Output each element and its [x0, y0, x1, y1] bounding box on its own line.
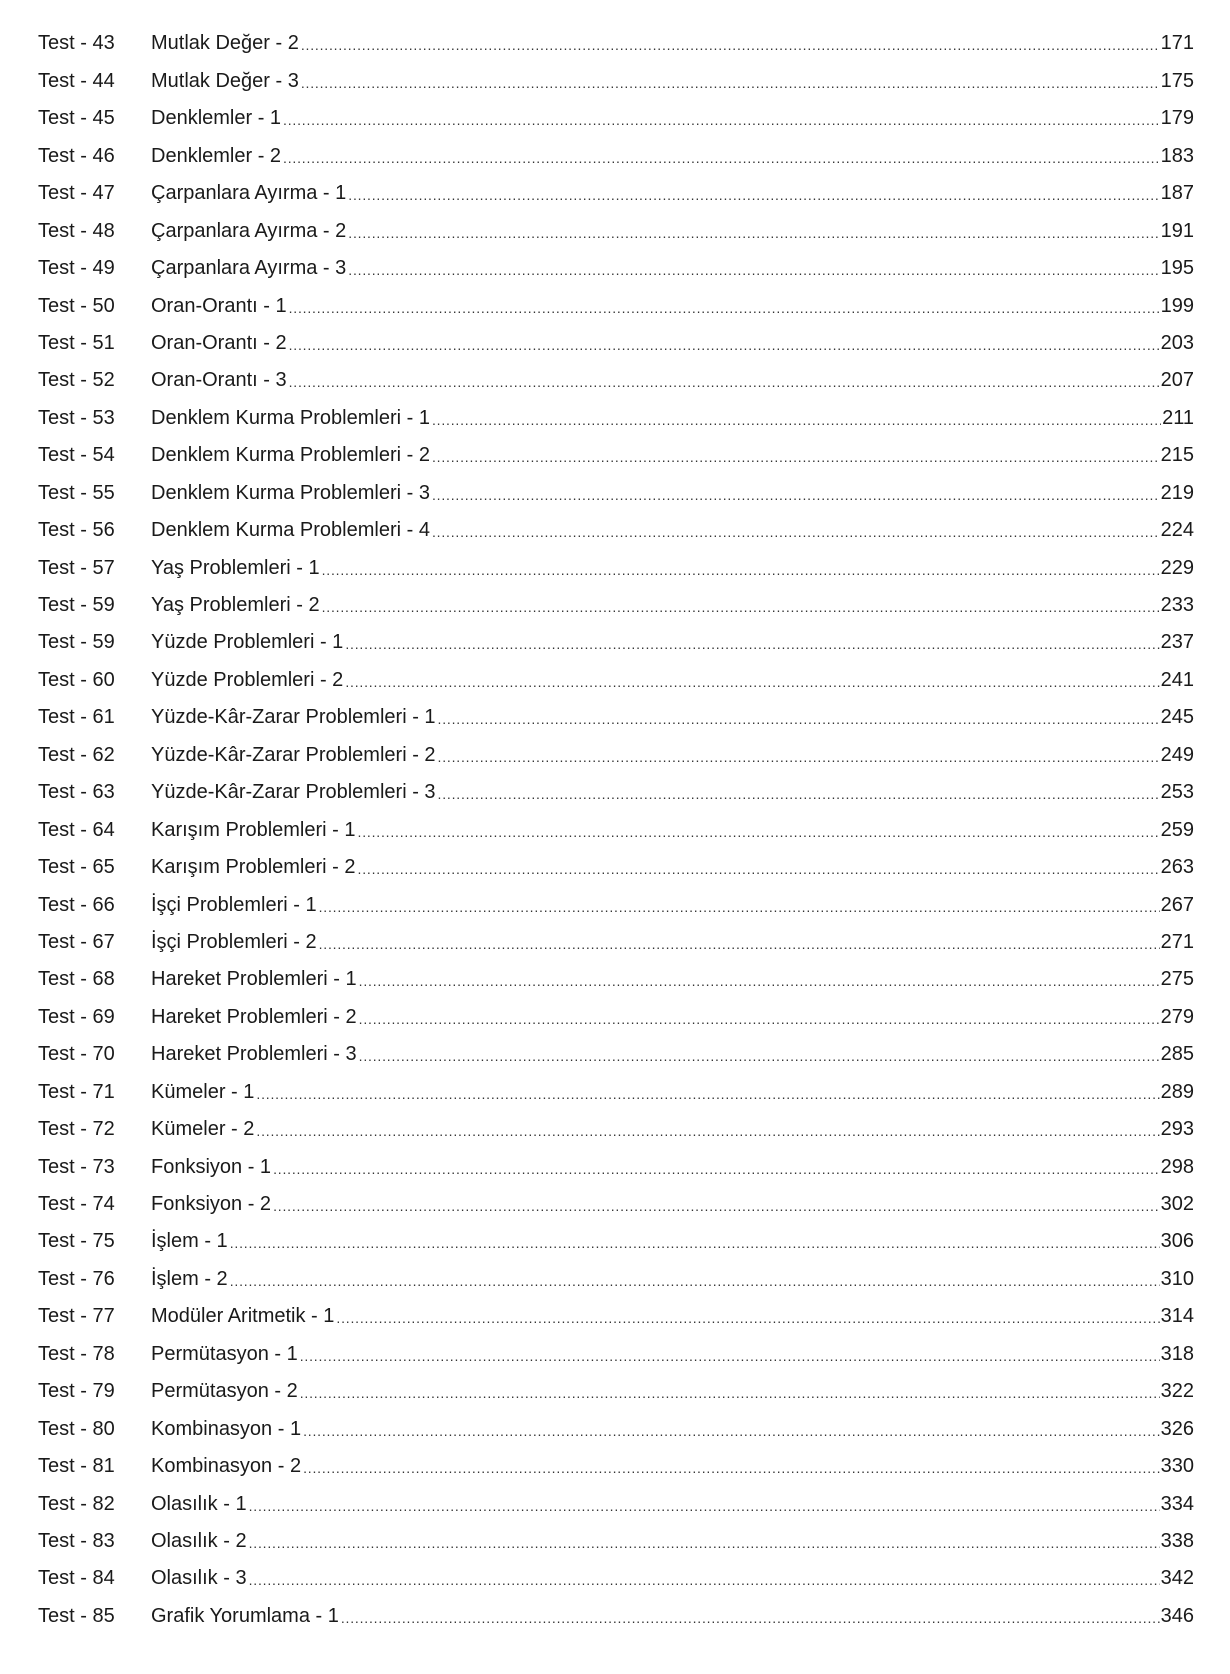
dot-leader	[273, 1196, 1160, 1216]
test-number: Test - 67	[38, 930, 115, 953]
toc-entry	[38, 130, 1194, 167]
test-title: Olasılık - 1	[151, 1492, 247, 1515]
page-number: 267	[1160, 893, 1194, 916]
page-number: 219	[1160, 481, 1194, 504]
toc-entry	[38, 542, 1194, 579]
page-number: 271	[1160, 930, 1194, 953]
test-title: Yüzde-Kâr-Zarar Problemleri - 3	[151, 781, 436, 804]
test-title: Yüzde-Kâr-Zarar Problemleri - 2	[151, 743, 436, 766]
toc-entry	[38, 1516, 1194, 1553]
dot-leader	[345, 672, 1159, 692]
test-number: Test - 49	[38, 257, 115, 280]
test-title: Olasılık - 3	[151, 1567, 247, 1590]
toc-entry	[38, 729, 1194, 766]
test-number: Test - 70	[38, 1043, 115, 1066]
toc-entry	[38, 692, 1194, 729]
test-number: Test - 63	[38, 781, 115, 804]
test-number: Test - 48	[38, 219, 115, 242]
page-number: 175	[1160, 69, 1194, 92]
test-number: Test - 55	[38, 481, 115, 504]
dot-leader	[432, 522, 1160, 542]
dot-leader	[359, 1009, 1160, 1029]
page-number: 275	[1160, 968, 1194, 991]
page-number: 334	[1160, 1492, 1194, 1515]
test-number: Test - 66	[38, 893, 115, 916]
test-title: Denklem Kurma Problemleri - 3	[151, 481, 430, 504]
toc-entry	[38, 991, 1194, 1028]
test-number: Test - 71	[38, 1080, 115, 1103]
test-title: Hareket Problemleri - 3	[151, 1043, 357, 1066]
dot-leader	[319, 934, 1160, 954]
test-title: İşçi Problemleri - 2	[151, 930, 317, 953]
test-number: Test - 81	[38, 1455, 115, 1478]
test-number: Test - 59	[38, 594, 115, 616]
test-number: Test - 45	[38, 107, 115, 130]
toc-entry	[38, 18, 1194, 55]
toc-entry	[38, 280, 1194, 317]
dot-leader	[303, 1458, 1160, 1478]
test-number: Test - 44	[38, 69, 115, 92]
page-number: 346	[1160, 1604, 1194, 1627]
test-number: Test - 64	[38, 818, 115, 841]
toc-entry	[38, 1478, 1194, 1515]
page-number: 195	[1160, 257, 1194, 280]
page-number: 298	[1160, 1155, 1194, 1178]
test-number: Test - 69	[38, 1005, 115, 1028]
page-number: 285	[1160, 1043, 1194, 1066]
toc-entry	[38, 654, 1194, 691]
toc-entry	[38, 205, 1194, 242]
test-title: Karışım Problemleri - 1	[151, 818, 356, 841]
toc-entry	[38, 392, 1194, 429]
dot-leader	[256, 1084, 1159, 1104]
test-title: Hareket Problemleri - 1	[151, 968, 357, 991]
dot-leader	[249, 1496, 1160, 1516]
dot-leader	[289, 372, 1160, 392]
test-title: Permütasyon - 1	[151, 1342, 298, 1365]
test-number: Test - 65	[38, 856, 115, 879]
toc-entry	[38, 1216, 1194, 1253]
toc-entry	[38, 1253, 1194, 1290]
test-number: Test - 74	[38, 1193, 115, 1215]
dot-leader	[283, 110, 1160, 130]
toc-entry	[38, 1403, 1194, 1440]
dot-leader	[249, 1533, 1160, 1553]
dot-leader	[249, 1570, 1160, 1590]
toc-entry	[38, 767, 1194, 804]
test-title: Kombinasyon - 2	[151, 1455, 302, 1478]
test-title: Çarpanlara Ayırma - 1	[151, 182, 347, 205]
test-title: Mutlak Değer - 3	[151, 69, 299, 92]
dot-leader	[273, 1159, 1160, 1179]
test-number: Test - 83	[38, 1529, 115, 1552]
toc-entry	[38, 1291, 1194, 1328]
dot-leader	[336, 1308, 1159, 1328]
toc-entry	[38, 1441, 1194, 1478]
test-number: Test - 61	[38, 706, 115, 729]
page-number: 215	[1160, 444, 1194, 467]
test-number: Test - 60	[38, 668, 115, 691]
test-title: İşlem - 2	[151, 1267, 228, 1290]
dot-leader	[348, 260, 1159, 280]
toc-entry	[38, 1066, 1194, 1103]
toc-entry	[38, 430, 1194, 467]
test-title: İşlem - 1	[151, 1230, 228, 1253]
test-number: Test - 62	[38, 743, 115, 766]
test-number: Test - 50	[38, 294, 115, 317]
test-number: Test - 73	[38, 1155, 115, 1178]
toc-entry	[38, 467, 1194, 504]
page-number: 306	[1160, 1230, 1194, 1253]
dot-leader	[348, 223, 1159, 243]
toc-entry	[38, 1141, 1194, 1178]
test-number: Test - 77	[38, 1305, 115, 1328]
toc-entry	[38, 804, 1194, 841]
dot-leader	[432, 485, 1160, 505]
dot-leader	[432, 410, 1161, 430]
dot-leader	[300, 1346, 1160, 1366]
toc-entry	[38, 617, 1194, 654]
toc-entry	[38, 93, 1194, 130]
page-number: 318	[1160, 1342, 1194, 1365]
test-title: Yüzde-Kâr-Zarar Problemleri - 1	[151, 706, 436, 729]
test-title: Yüzde Problemleri - 1	[151, 631, 344, 654]
test-title: Yaş Problemleri - 1	[151, 556, 320, 579]
test-title: Kombinasyon - 1	[151, 1417, 302, 1440]
test-title: Denklemler - 2	[151, 144, 282, 167]
page-number: 179	[1160, 107, 1194, 130]
page-number: 203	[1160, 331, 1194, 354]
dot-leader	[359, 1046, 1160, 1066]
test-title: Fonksiyon - 1	[151, 1155, 272, 1178]
toc-entry	[38, 580, 1194, 617]
dot-leader	[289, 335, 1160, 355]
test-title: Olasılık - 2	[151, 1529, 247, 1552]
page-number: 224	[1160, 519, 1194, 542]
test-title: Denklem Kurma Problemleri - 1	[151, 406, 430, 429]
toc-entry	[38, 1029, 1194, 1066]
page-number: 293	[1160, 1118, 1194, 1141]
dot-leader	[230, 1271, 1160, 1291]
page-number: 279	[1160, 1005, 1194, 1028]
toc-entry	[38, 243, 1194, 280]
dot-leader	[322, 597, 1160, 617]
page-number: 259	[1160, 818, 1194, 841]
toc-entry	[38, 1590, 1194, 1627]
toc-entry	[38, 1104, 1194, 1141]
page-number: 229	[1160, 556, 1194, 579]
dot-leader	[256, 1121, 1159, 1141]
dot-leader	[358, 822, 1160, 842]
dot-leader	[438, 784, 1160, 804]
page-number: 314	[1160, 1305, 1194, 1328]
test-number: Test - 84	[38, 1567, 115, 1590]
toc-entry	[38, 1366, 1194, 1403]
test-number: Test - 85	[38, 1604, 115, 1627]
dot-leader	[303, 1421, 1160, 1441]
page-number: 199	[1160, 294, 1194, 317]
dot-leader	[300, 1383, 1160, 1403]
dot-leader	[345, 634, 1159, 654]
test-number: Test - 43	[38, 32, 115, 55]
toc-entry	[38, 842, 1194, 879]
test-title: Çarpanlara Ayırma - 3	[151, 257, 347, 280]
test-title: İşçi Problemleri - 1	[151, 893, 317, 916]
test-number: Test - 76	[38, 1267, 115, 1290]
test-title: Yaş Problemleri - 2	[151, 594, 320, 616]
dot-leader	[301, 73, 1160, 93]
toc-entry	[38, 1553, 1194, 1590]
test-title: Kümeler - 2	[151, 1118, 255, 1141]
test-title: Karışım Problemleri - 2	[151, 856, 356, 879]
dot-leader	[341, 1608, 1160, 1628]
dot-leader	[359, 971, 1160, 991]
page-number: 237	[1160, 631, 1194, 654]
dot-leader	[358, 859, 1160, 879]
dot-leader	[438, 709, 1160, 729]
test-title: Oran-Orantı - 1	[151, 294, 287, 317]
dot-leader	[432, 447, 1160, 467]
test-number: Test - 57	[38, 556, 115, 579]
test-number: Test - 78	[38, 1342, 115, 1365]
test-title: Modüler Aritmetik - 1	[151, 1305, 335, 1328]
toc-entry	[38, 505, 1194, 542]
test-number: Test - 80	[38, 1417, 115, 1440]
toc-entry	[38, 1328, 1194, 1365]
test-number: Test - 75	[38, 1230, 115, 1253]
toc-entry	[38, 55, 1194, 92]
dot-leader	[348, 185, 1159, 205]
test-number: Test - 51	[38, 331, 115, 354]
test-title: Denklem Kurma Problemleri - 2	[151, 444, 430, 467]
table-of-contents	[38, 18, 1194, 1628]
test-number: Test - 56	[38, 519, 115, 542]
dot-leader	[319, 897, 1160, 917]
test-title: Oran-Orantı - 3	[151, 369, 287, 392]
test-number: Test - 82	[38, 1492, 115, 1515]
page-number: 342	[1160, 1567, 1194, 1590]
test-title: Mutlak Değer - 2	[151, 32, 299, 55]
toc-entry	[38, 318, 1194, 355]
test-title: Kümeler - 1	[151, 1080, 255, 1103]
page-number: 330	[1160, 1455, 1194, 1478]
toc-entry	[38, 168, 1194, 205]
test-number: Test - 47	[38, 182, 115, 205]
toc-entry	[38, 355, 1194, 392]
dot-leader	[322, 560, 1160, 580]
test-title: Oran-Orantı - 2	[151, 331, 287, 354]
toc-entry	[38, 917, 1194, 954]
page-number: 183	[1160, 144, 1194, 167]
test-title: Permütasyon - 2	[151, 1380, 298, 1403]
test-title: Yüzde Problemleri - 2	[151, 668, 344, 691]
dot-leader	[301, 35, 1160, 55]
test-title: Grafik Yorumlama - 1	[151, 1604, 339, 1627]
toc-entry	[38, 954, 1194, 991]
test-title: Denklem Kurma Problemleri - 4	[151, 519, 430, 542]
page-number: 211	[1162, 406, 1194, 429]
toc-entry	[38, 879, 1194, 916]
test-title: Fonksiyon - 2	[151, 1193, 272, 1215]
page-number: 241	[1160, 668, 1194, 691]
page-number: 207	[1160, 369, 1194, 392]
dot-leader	[283, 148, 1160, 168]
page-number: 310	[1160, 1267, 1194, 1290]
page-number: 233	[1160, 594, 1194, 616]
test-title: Hareket Problemleri - 2	[151, 1005, 357, 1028]
test-number: Test - 52	[38, 369, 115, 392]
page-number: 322	[1160, 1380, 1194, 1403]
test-number: Test - 72	[38, 1118, 115, 1141]
page-number: 338	[1160, 1529, 1194, 1552]
page-number: 245	[1160, 706, 1194, 729]
page-number: 253	[1160, 781, 1194, 804]
test-number: Test - 68	[38, 968, 115, 991]
test-title: Çarpanlara Ayırma - 2	[151, 219, 347, 242]
dot-leader	[438, 747, 1160, 767]
test-title: Denklemler - 1	[151, 107, 282, 130]
page-number: 187	[1160, 182, 1194, 205]
page-number: 191	[1160, 219, 1194, 242]
test-number: Test - 46	[38, 144, 115, 167]
toc-entry	[38, 1179, 1194, 1216]
page-number: 326	[1160, 1417, 1194, 1440]
test-number: Test - 59	[38, 631, 115, 654]
test-number: Test - 79	[38, 1380, 115, 1403]
page-number: 249	[1160, 743, 1194, 766]
dot-leader	[230, 1233, 1160, 1253]
test-number: Test - 53	[38, 406, 115, 429]
test-number: Test - 54	[38, 444, 115, 467]
page-number: 263	[1160, 856, 1194, 879]
page-number: 289	[1160, 1080, 1194, 1103]
page-number: 302	[1160, 1193, 1194, 1215]
page-number: 171	[1160, 32, 1194, 55]
dot-leader	[289, 298, 1160, 318]
